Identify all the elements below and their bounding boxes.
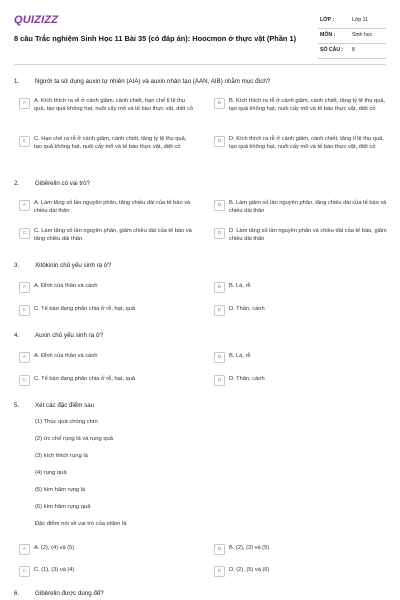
option-text: D. Thân, cành xyxy=(229,306,265,312)
meta-row-class xyxy=(318,14,386,29)
option-text: A. Đỉnh của thân và cành xyxy=(34,353,98,359)
meta-box xyxy=(318,14,386,59)
question-number: 1. xyxy=(14,78,20,85)
question-number: 2. xyxy=(14,180,20,187)
meta-label: MÔN : xyxy=(320,32,336,38)
question-number: 5. xyxy=(14,402,20,409)
question-number: 3. xyxy=(14,262,20,269)
option-text: B. Lá, rễ xyxy=(229,353,251,359)
option-text: A. Kích thích ra rễ ở cành giâm, cành chiết, hạn chế tỉ lệ thụ quả, tạo quả không hạt, nuôi cấy mô và tế bào thực vật, diệt cỏ xyxy=(34,98,194,112)
statement-item: (6) kìm hãm rụng quả xyxy=(35,504,91,510)
option-letter-box: B xyxy=(214,282,225,293)
option-text: D. Làm tăng số lần nguyên phân và chiều dài của tế bào, giảm chiều dài thân xyxy=(229,228,387,242)
option-letter-box: A xyxy=(19,352,30,363)
header-divider xyxy=(14,64,386,65)
option-text: C. Hạn chế ra rễ ở cành giâm, cành chiết, tăng tỷ lệ thụ quả, tạo quả không hạt, nuôi cấy mô và tế bào thực vật, diệt cỏ xyxy=(34,136,187,150)
meta-value: 8 xyxy=(352,47,355,53)
option-text: C. (1), (3) và (4) xyxy=(34,567,75,573)
meta-value: Lớp 11 xyxy=(352,17,368,23)
question-text: Xét các đặc điểm sau xyxy=(35,402,95,409)
question-number: 4. xyxy=(14,332,20,339)
option-letter-box: B xyxy=(214,98,225,109)
option-letter-box: A xyxy=(19,200,30,211)
option-letter-box: C xyxy=(19,136,30,147)
option-text: A. (2), (4) và (5) xyxy=(34,545,75,551)
option-letter-box: A xyxy=(19,282,30,293)
question-text: Auxin chủ yếu sinh ra ở? xyxy=(35,332,104,339)
question-text: Người ta sử dụng auxin tự nhiên (AIA) và auxin nhân tạo (AAN, AIB) nhằm mục đích? xyxy=(35,78,271,85)
question-text: Gibêrelin có vai trò? xyxy=(35,180,91,187)
statement-item: (5) kìm hãm rụng lá xyxy=(35,487,86,493)
option-letter-box: C xyxy=(19,305,30,316)
option-text: C. Làm tăng số lần nguyên phân, giảm chiều dài của tế bào và tăng chiều dài thân xyxy=(34,228,192,242)
meta-row-count xyxy=(318,44,386,59)
option-letter-box: A xyxy=(19,544,30,555)
option-letter-box: B xyxy=(214,544,225,555)
option-text: B. Làm giảm số lần nguyên phân, tăng chiều dài của tế bào và chiều dài thân xyxy=(229,200,387,214)
option-letter-box: C xyxy=(19,228,30,239)
option-text: B. (2), (3) và (5) xyxy=(229,545,270,551)
option-letter-box: C xyxy=(19,566,30,577)
meta-row-subject xyxy=(318,29,386,44)
option-letter-box: C xyxy=(19,375,30,386)
option-text: D. Thân, cành xyxy=(229,376,265,382)
worksheet-header xyxy=(14,10,386,60)
question-text: Gibêrelin được dùng để? xyxy=(35,590,104,597)
option-text: D. (2), (5) và (6) xyxy=(229,567,270,573)
quizizz-logo: QUIZIZZ xyxy=(14,14,59,26)
option-letter-box: B xyxy=(214,352,225,363)
statement-item: (1) Thúc quả chóng chín xyxy=(35,419,98,425)
statement-item: (2) ức chế rụng lá và rụng quả xyxy=(35,436,113,442)
option-letter-box: D xyxy=(214,136,225,147)
option-text: C. Tế bào đang phân chia ở rễ, hạt, quả xyxy=(34,376,136,382)
option-letter-box: B xyxy=(214,200,225,211)
statement-item: (4) rụng quả xyxy=(35,470,67,476)
statement-item: (3) kích thích rụng lá xyxy=(35,453,88,459)
option-text: A. Đỉnh của thân và cành xyxy=(34,283,98,289)
option-letter-box: D xyxy=(214,305,225,316)
meta-value: Sinh học xyxy=(352,32,373,38)
meta-label: SỐ CÂU : xyxy=(320,47,344,53)
option-letter-box: D xyxy=(214,566,225,577)
option-letter-box: D xyxy=(214,228,225,239)
question-text: Xitôkinin chủ yếu sinh ra ở? xyxy=(35,262,112,269)
question-prompt: Đặc điểm nói về vai trò của etilen là xyxy=(35,521,127,527)
option-letter-box: D xyxy=(214,375,225,386)
option-letter-box: A xyxy=(19,98,30,109)
option-text: B. Lá, rễ xyxy=(229,283,251,289)
question-number: 6. xyxy=(14,590,20,597)
option-text: B. Kích thích ra rễ ở cành giâm, cành chiết, tăng tỷ lệ thụ quả, tạo quả không hạt, nuôi cấy mô và tế bào thực vật, diệt cỏ xyxy=(229,98,386,112)
meta-label: LỚP : xyxy=(320,17,335,23)
worksheet-title: 8 câu Trắc nghiệm Sinh Học 11 Bài 35 (có đáp án): Hoocmon ở thực vật (Phần 1) xyxy=(14,34,297,43)
option-text: A. Làm tăng số lần nguyên phân, tăng chiều dài của tế bào và chiều dài thân xyxy=(34,200,191,214)
option-text: C. Tế bào đang phân chia ở rễ, hạt, quả xyxy=(34,306,136,312)
option-text: D. Kích thích ra rễ ở cành giâm, cành chiết, tăng tỉ lệ thụ quả, tạo quả không hạt, nuôi cấy mô và tế bào thực vật, diệt cỏ xyxy=(229,136,384,150)
